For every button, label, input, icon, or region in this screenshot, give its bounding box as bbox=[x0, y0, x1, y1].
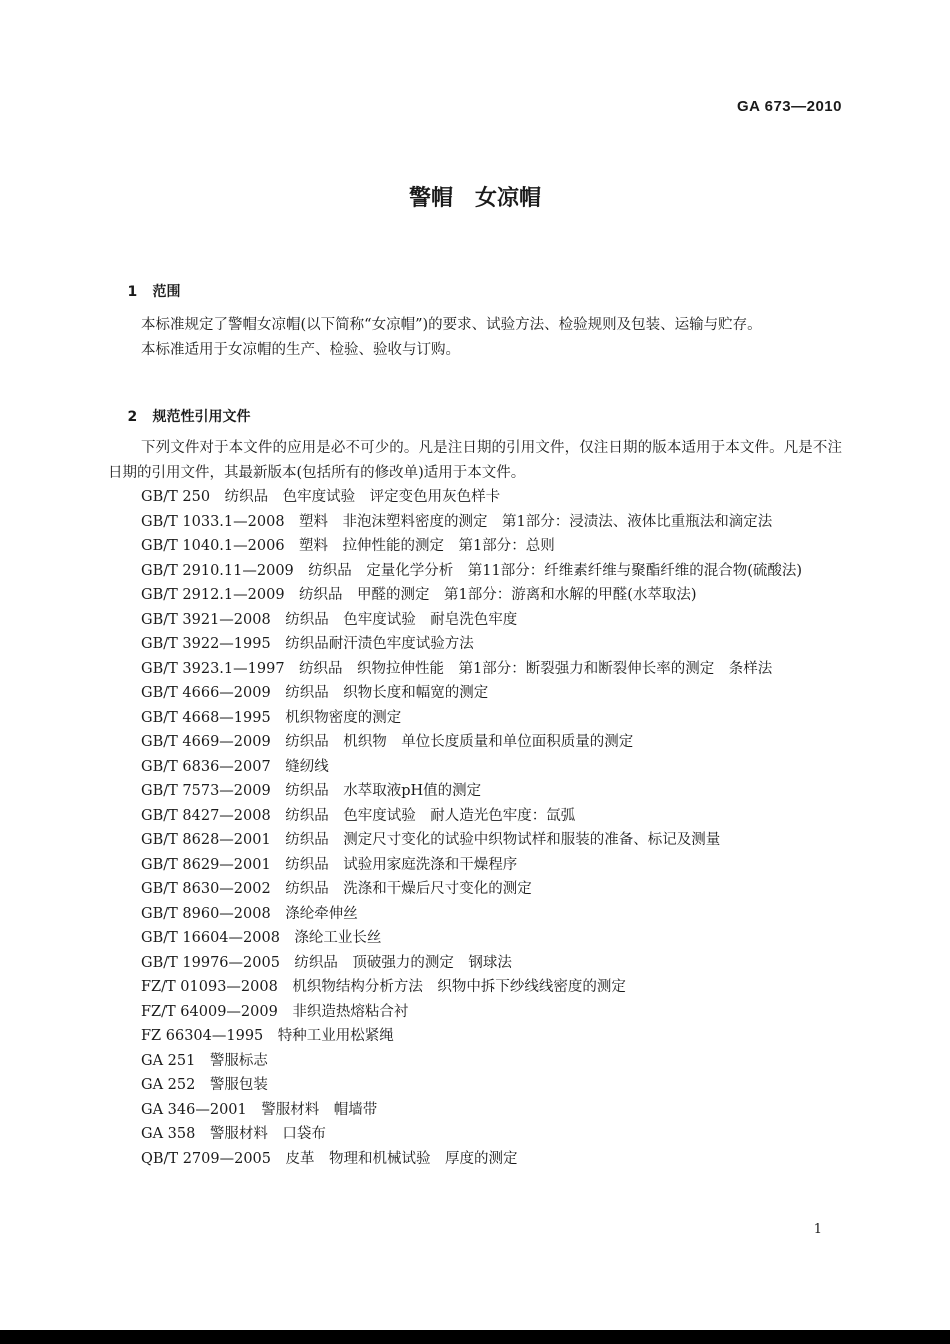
reference-item: GA 346—2001 警服材料 帽墙带 bbox=[141, 1101, 378, 1118]
standard-code: GA 673—2010 bbox=[736, 98, 842, 115]
reference-item: GB/T 19976—2005 纺织品 顶破强力的测定 钢球法 bbox=[141, 954, 512, 971]
reference-item: GA 358 警服材料 口袋布 bbox=[141, 1126, 326, 1142]
section-2-intro bbox=[108, 436, 842, 485]
reference-item: GB/T 250 纺织品 色牢度试验 评定变色用灰色样卡 bbox=[141, 489, 501, 505]
reference-item: GB/T 2910.11—2009 纺织品 定量化学分析 第11部分：纤维素纤维与聚酯纤维的混合物(硫酸法) bbox=[141, 562, 803, 579]
reference-item: GB/T 8628—2001 纺织品 测定尺寸变化的试验中织物试样和服装的准备、标记及测量 bbox=[141, 832, 721, 848]
bottom-edge-bar bbox=[0, 1330, 950, 1344]
reference-item: GB/T 1040.1—2006 塑料 拉伸性能的测定 第1部分：总则 bbox=[141, 538, 555, 554]
reference-item: FZ/T 64009—2009 非织造热熔粘合衬 bbox=[141, 1003, 409, 1020]
section-1-body bbox=[108, 313, 842, 362]
reference-item: GB/T 3922—1995 纺织品耐汗渍色牢度试验方法 bbox=[141, 636, 474, 652]
reference-item: GB/T 4669—2009 纺织品 机织物 单位长度质量和单位面积质量的测定 bbox=[141, 734, 634, 750]
reference-item: GB/T 7573—2009 纺织品 水萃取液pH值的测定 bbox=[141, 783, 482, 799]
reference-item: GB/T 3923.1—1997 纺织品 织物拉伸性能 第1部分：断裂强力和断裂伸长率的测定 条样法 bbox=[141, 660, 773, 677]
reference-item: GB/T 8960—2008 涤纶牵伸丝 bbox=[141, 905, 358, 922]
reference-item: GB/T 16604—2008 涤纶工业长丝 bbox=[141, 930, 382, 946]
reference-item: GB/T 3921—2008 纺织品 色牢度试验 耐皂洗色牢度 bbox=[141, 611, 518, 628]
reference-list bbox=[108, 485, 842, 1171]
reference-item: GA 252 警服包装 bbox=[141, 1077, 268, 1093]
section-2-heading bbox=[108, 390, 251, 442]
paragraph: 下列文件对于本文件的应用是必不可少的。凡是注日期的引用文件，仅注日期的版本适用于本文件。凡是不注日期的引用文件，其最新版本(包括所有的修改单)适用于本文件。 bbox=[108, 440, 842, 481]
reference-item: FZ/T 01093—2008 机织物结构分析方法 织物中拆下纱线线密度的测定 bbox=[141, 979, 626, 995]
section-1-heading bbox=[108, 265, 181, 317]
reference-item: GB/T 8427—2008 纺织品 色牢度试验 耐人造光色牢度：氙弧 bbox=[141, 807, 576, 824]
reference-item: GB/T 4666—2009 纺织品 织物长度和幅宽的测定 bbox=[141, 685, 489, 701]
reference-item: FZ 66304—1995 特种工业用松紧绳 bbox=[141, 1028, 394, 1044]
section-1-number: 1 bbox=[127, 284, 138, 300]
reference-item: GB/T 6836—2007 缝纫线 bbox=[141, 758, 329, 775]
reference-item: GB/T 4668—1995 机织物密度的测定 bbox=[141, 709, 402, 726]
reference-item: GB/T 8629—2001 纺织品 试验用家庭洗涤和干燥程序 bbox=[141, 856, 518, 873]
reference-item: GB/T 1033.1—2008 塑料 非泡沫塑料密度的测定 第1部分：浸渍法、液体比重瓶法和滴定法 bbox=[141, 513, 773, 530]
section-2-title: 规范性引用文件 bbox=[152, 409, 251, 425]
reference-item: QB/T 2709—2005 皮革 物理和机械试验 厚度的测定 bbox=[141, 1150, 518, 1167]
section-1-title: 范围 bbox=[152, 284, 181, 300]
page-number: 1 bbox=[813, 1222, 822, 1237]
reference-item: GA 251 警服标志 bbox=[141, 1052, 268, 1069]
page-title: 警帽 女凉帽 bbox=[408, 186, 541, 211]
reference-item: GB/T 8630—2002 纺织品 洗涤和干燥后尺寸变化的测定 bbox=[141, 881, 532, 897]
reference-item: GB/T 2912.1—2009 纺织品 甲醛的测定 第1部分：游离和水解的甲醛(水萃取法) bbox=[141, 587, 697, 603]
section-2-number: 2 bbox=[127, 409, 138, 425]
paragraph: 本标准规定了警帽女凉帽(以下简称“女凉帽”)的要求、试验方法、检验规则及包装、运输与贮存。 bbox=[141, 317, 762, 333]
paragraph: 本标准适用于女凉帽的生产、检验、验收与订购。 bbox=[141, 341, 460, 358]
